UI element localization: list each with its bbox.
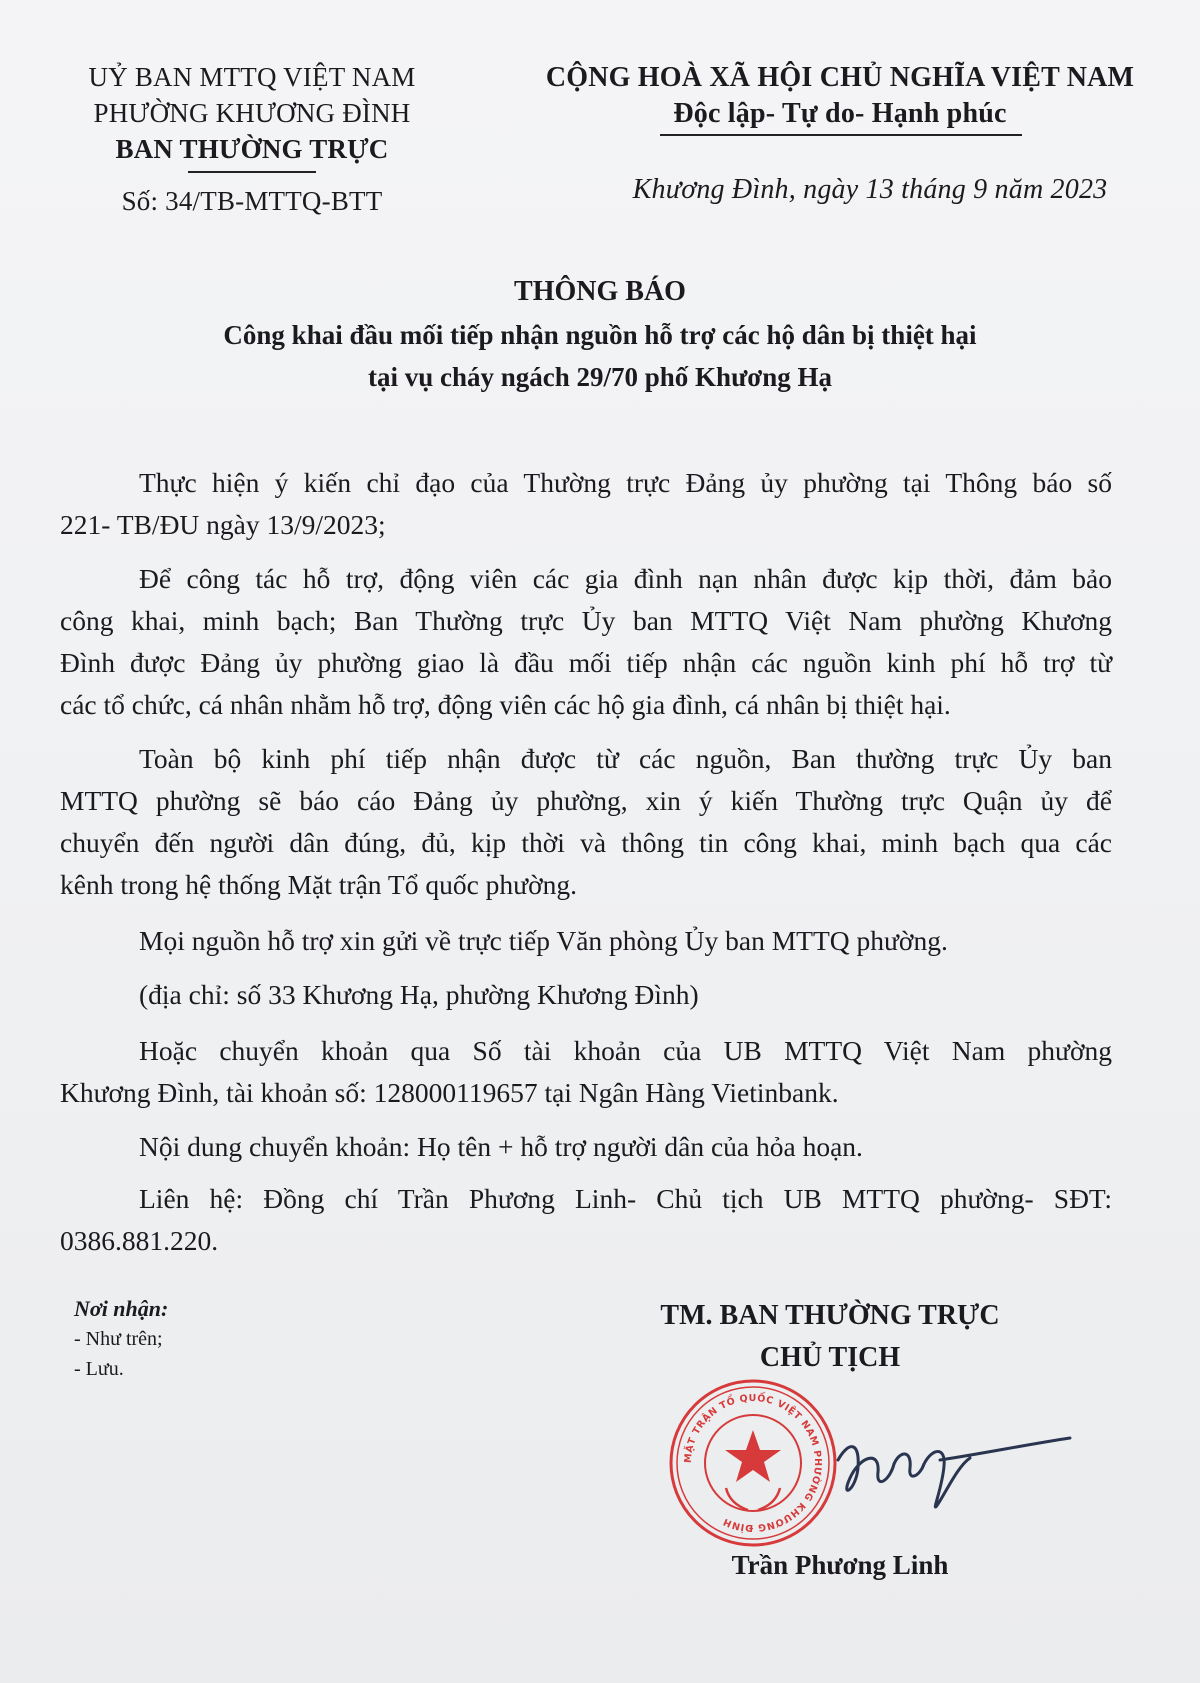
signature-title: TM. BAN THƯỜNG TRỰC	[660, 1300, 1000, 1331]
paragraph-4	[60, 920, 1112, 962]
paragraph-5-line: (địa chỉ: số 33 Khương Hạ, phường Khương Đình)	[139, 979, 699, 1010]
paragraph-7-line: Nội dung chuyển khoản: Họ tên + hỗ trợ người dân của hỏa hoạn.	[139, 1131, 863, 1162]
paragraph-3	[60, 738, 1112, 906]
official-seal	[668, 1378, 838, 1548]
paragraph-7	[60, 1126, 1112, 1168]
document-date: Khương Đình, ngày 13 tháng 9 năm 2023	[632, 174, 1108, 205]
paragraph-2-line: các tổ chức, cá nhân nhằm hỗ trợ, động viên các hộ gia đình, cá nhân bị thiệt hại.	[60, 689, 951, 720]
paragraph-4-line: Mọi nguồn hỗ trợ xin gửi về trực tiếp Văn phòng Ủy ban MTTQ phường.	[139, 925, 948, 956]
paragraph-5	[60, 974, 1112, 1016]
wreath-left-icon	[726, 1488, 748, 1510]
paragraph-1-line: Thực hiện ý kiến chỉ đạo của Thường trực Đảng ủy phường tại Thông báo số	[139, 467, 1112, 498]
document-subtitle-line1: Công khai đầu mối tiếp nhận nguồn hỗ trợ các hộ dân bị thiệt hại	[223, 320, 977, 350]
paragraph-3-line: MTTQ phường sẽ báo cáo Đảng ủy phường, xin ý kiến Thường trực Quận ủy để	[60, 785, 1112, 816]
document-number: Số: 34/TB-MTTQ-BTT	[121, 186, 383, 216]
wreath-right-icon	[758, 1488, 780, 1510]
paragraph-2-line: Đình được Đảng ủy phường giao là đầu mối tiếp nhận các nguồn kinh phí hỗ trợ từ	[60, 647, 1112, 678]
paragraph-6	[60, 1030, 1112, 1114]
paragraph-1	[60, 462, 1112, 546]
paragraph-1-line: 221- TB/ĐU ngày 13/9/2023;	[60, 509, 386, 540]
paragraph-8-line: Liên hệ: Đồng chí Trần Phương Linh- Chủ tịch UB MTTQ phường- SĐT:	[139, 1183, 1112, 1214]
paragraph-2-line: công khai, minh bạch; Ban Thường trực Ủy ban MTTQ Việt Nam phường Khương	[60, 605, 1112, 636]
recipients-label: Nơi nhận:	[74, 1296, 169, 1321]
country-name: CỘNG HOÀ XÃ HỘI CHỦ NGHĨA VIỆT NAM	[545, 62, 1135, 93]
paragraph-3-line: kênh trong hệ thống Mặt trận Tổ quốc phường.	[60, 869, 577, 900]
document-title: THÔNG BÁO	[514, 276, 686, 307]
paragraph-2-line: Để công tác hỗ trợ, động viên các gia đình nạn nhân được kịp thời, đảm bảo	[139, 563, 1112, 594]
org-name-line1: UỶ BAN MTTQ VIỆT NAM	[88, 62, 416, 92]
paragraph-3-line: Toàn bộ kinh phí tiếp nhận được từ các nguồn, Ban thường trực Ủy ban	[139, 743, 1112, 774]
org-name-line3: BAN THƯỜNG TRỰC	[115, 134, 389, 164]
paragraph-3-line: chuyển đến người dân đúng, đủ, kịp thời và thông tin công khai, minh bạch qua các	[60, 827, 1112, 858]
handwritten-signature	[820, 1420, 1080, 1530]
national-motto: Độc lập- Tự do- Hạnh phúc	[673, 98, 1007, 129]
seal-text: MẶT TRẬN TỔ QUỐC VIỆT NAM PHƯỜNG KHƯƠNG ĐÌNH	[682, 1392, 824, 1534]
motto-underline	[660, 134, 1022, 136]
paragraph-8-line: 0386.881.220.	[60, 1225, 219, 1256]
signer-name: Trần Phương Linh	[731, 1550, 949, 1580]
paragraph-6-line: Khương Đình, tài khoản số: 128000119657 tại Ngân Hàng Vietinbank.	[60, 1077, 839, 1108]
recipient-item: - Lưu.	[74, 1358, 124, 1380]
org-name-line2: PHƯỜNG KHƯƠNG ĐÌNH	[93, 98, 411, 128]
star-icon	[725, 1430, 781, 1482]
org-underline	[188, 171, 316, 173]
signature-position: CHỦ TỊCH	[759, 1342, 901, 1373]
document-subtitle-line2: tại vụ cháy ngách 29/70 phố Khương Hạ	[368, 362, 832, 392]
paragraph-8	[60, 1178, 1112, 1262]
paragraph-6-line: Hoặc chuyển khoản qua Số tài khoản của UB MTTQ Việt Nam phường	[139, 1035, 1112, 1066]
recipient-item: - Như trên;	[74, 1328, 163, 1350]
paragraph-2	[60, 558, 1112, 726]
